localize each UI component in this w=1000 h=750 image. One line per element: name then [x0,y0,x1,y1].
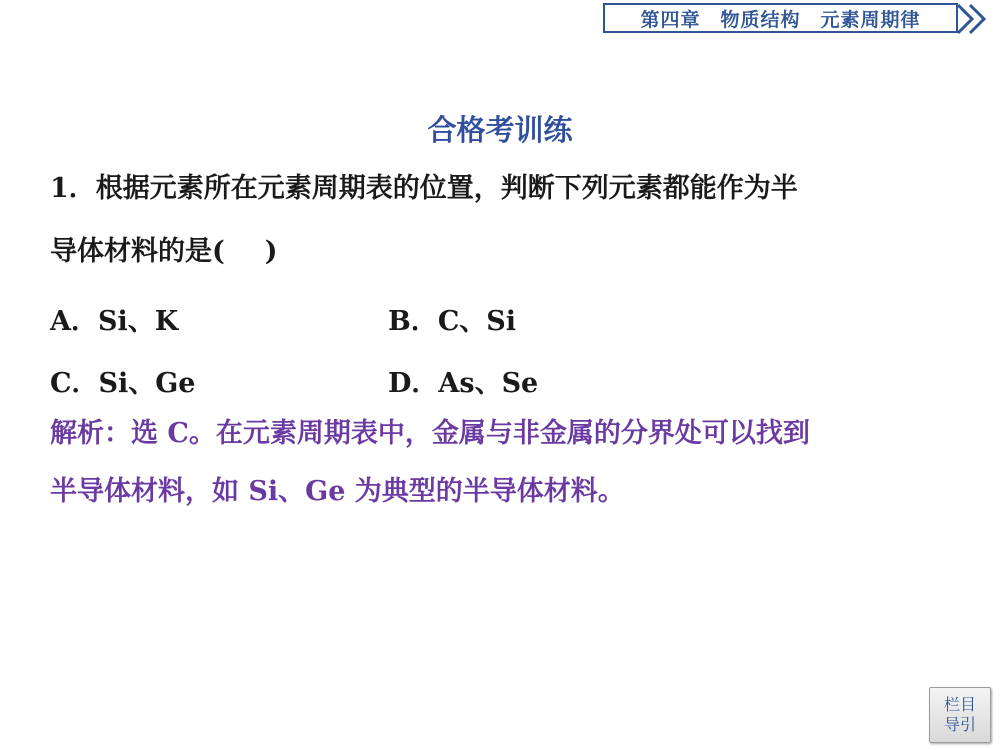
double-chevron-right-icon [954,2,1000,36]
chapter-title: 第四章 物质结构 元素周期律 [640,8,921,31]
option-a: A．Si、K [50,306,179,337]
column-guide-label-1: 栏目 [943,695,976,714]
analysis-line-2: 半导体材料，如 Si、Ge 为典型的半导体材料。 [50,476,625,507]
question-text-line-1: 1．根据元素所在元素周期表的位置，判断下列元素都能作为半 [50,173,798,204]
question-text-line-2-start: 导体材料的是( [50,236,225,267]
option-d: D．As、Se [388,368,539,399]
option-b: B．C、Si [388,306,517,337]
column-guide-label-2: 导引 [943,715,976,734]
chapter-title-tab [603,3,958,33]
column-guide-button[interactable] [929,687,991,743]
section-title: 合格考训练 [427,113,573,147]
question-text-line-2-end: ) [264,236,278,267]
option-c: C．Si、Ge [50,368,196,399]
analysis-line-1: 解析：选 C。在元素周期表中，金属与非金属的分界处可以找到 [50,418,810,449]
question-text-line-2 [50,236,278,268]
